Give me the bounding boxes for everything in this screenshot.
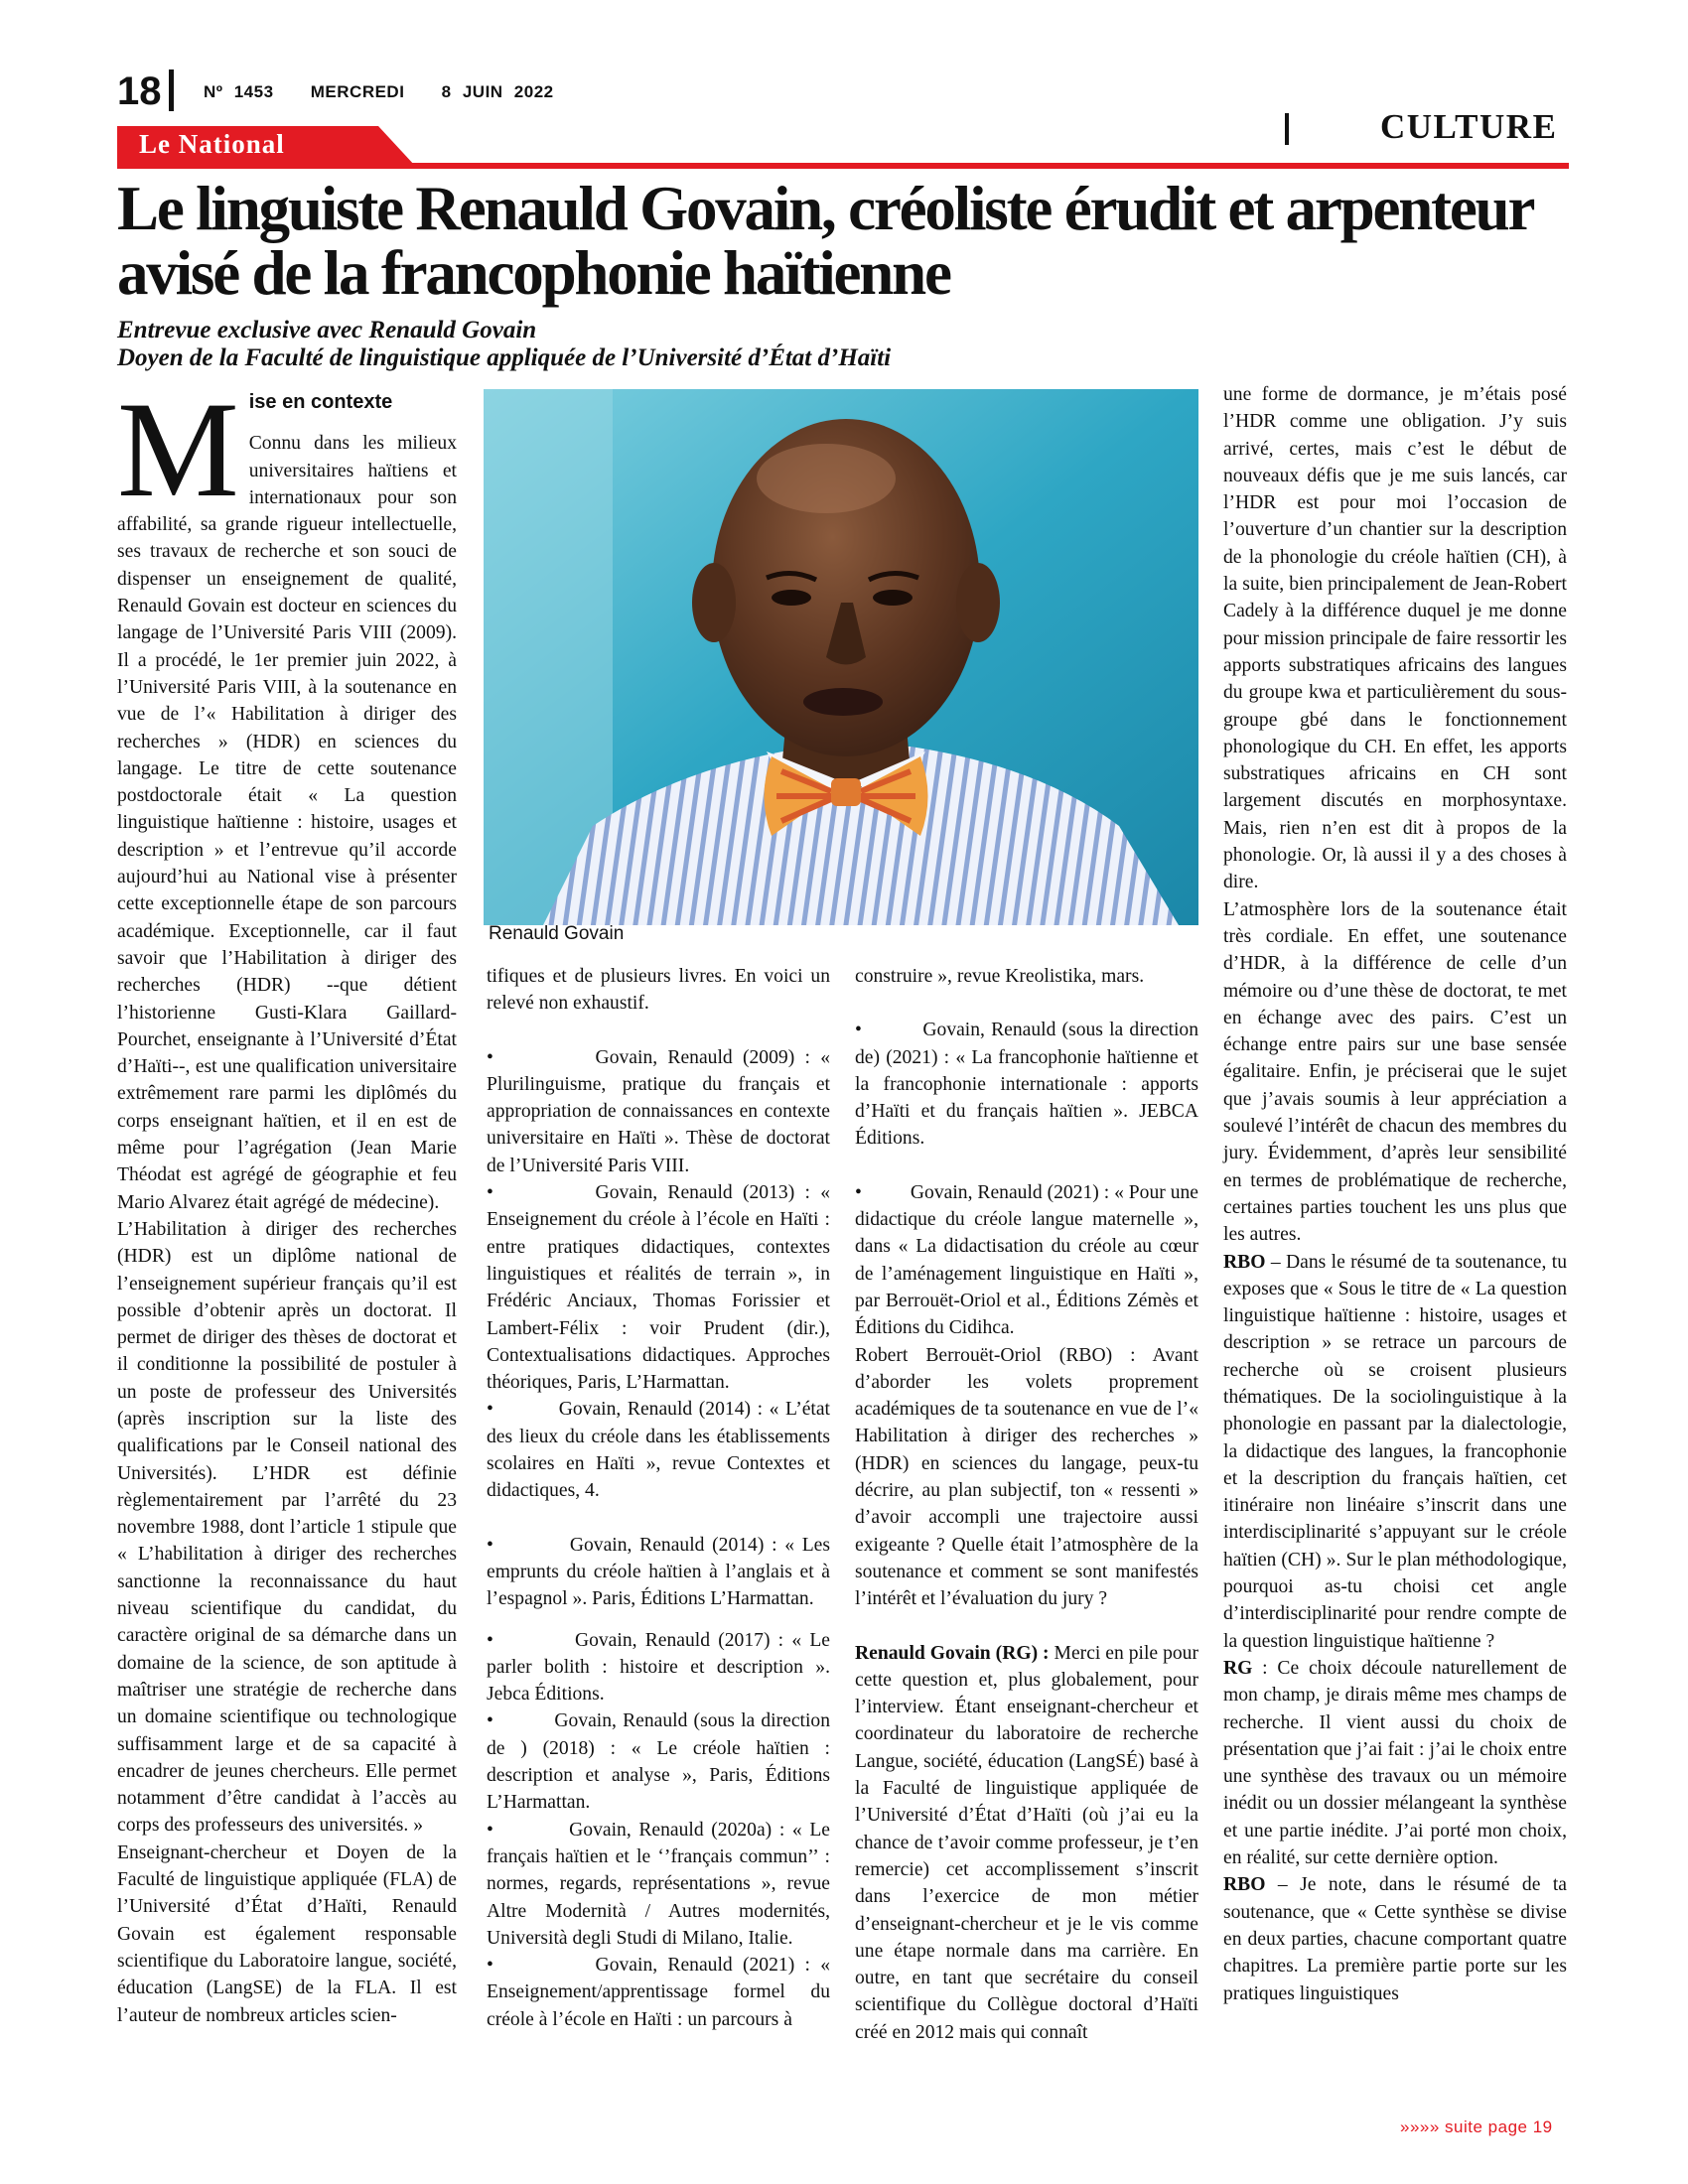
bibliography-item: • Govain, Renauld (2017) : « Le parler bolith : histoire et description ». Jebca Éditions. xyxy=(487,1629,830,1706)
bibliography-item: • Govain, Renauld (2021) : « Pour une didactique du créole langue maternelle », dans « La didactisation du créole au cœur de l’aménagement linguistique en Haïti », par Berrouët-Oriol et al., Éditions Zémès et Éditions du Cidihca. xyxy=(855,1181,1198,1339)
bibliography-item: • Govain, Renauld (2021) : « Enseignement/apprentissage formel du créole à l’école en Haïti : un parcours à xyxy=(487,1955,830,2030)
speaker-label: RBO xyxy=(1223,1251,1266,1273)
header-rule xyxy=(117,163,1569,169)
continued-link[interactable]: »»»» suite page 19 xyxy=(1400,2117,1553,2136)
interview-question xyxy=(1223,1249,1567,1655)
paragraph: Enseignant-chercheur et Doyen de la Faculté de linguistique appliquée (FLA) de l’Université d’État d’Haïti, Renauld Govain est également responsable scientifique du Laboratoire langue, société, éducation (LangSE) de la FLA. Il est l’auteur de nombreux articles scien- xyxy=(117,1842,457,2026)
section-heading: ise en contexte xyxy=(248,391,393,413)
portrait-illustration xyxy=(484,389,1198,925)
paragraph: construire », revue Kreolistika, mars. xyxy=(855,966,1145,987)
interview-question xyxy=(1223,1871,1567,2006)
column-3 xyxy=(855,963,1198,2046)
question-text: – Dans le résumé de ta soutenance, tu exposes que « Sous le titre de « La question linguistique haïtienne : histoire, usages et description » se retrace un parcours de recherche où se croisent plusieurs thématiques. De la sociolinguistique à la phonologie en passant par la dialectologie, la didactique des langues, la francophonie et la description du français haïtien, cet itinéraire non linéaire s’inscrit dans une interdisciplinarité s’appuyant sur le créole haïtien (CH) ». Sur le plan méthodologique, pourquoi as-tu choisi cet angle d’interdisciplinarité pour rendre compte de la question linguistique haïtienne ? xyxy=(1223,1251,1567,1652)
speaker-label: RG xyxy=(1223,1657,1253,1679)
deck-line-2: Doyen de la Faculté de linguistique appliquée de l’Université d’État d’Haïti xyxy=(117,344,892,371)
page-number: 18 xyxy=(117,69,162,113)
paragraph: une forme de dormance, je m’étais posé l’HDR comme une obligation. J’y suis arrivé, certes, mais c’est le début de nouveaux défis que je me suis lancés, car l’HDR est pour moi l’occasion de l’ouverture d’un chantier sur la description de la phonologie du créole haïtien (CH), à la suite, bien principalement de Jean-Robert Cadely à la différence duquel je me donne pour mission principale de faire ressortir les apports substratiques africains des langues du groupe kwa et particulièrement du sous-groupe gbé dans le fonctionnement phonologique du CH. En effet, les apports substratiques africains en CH sont largement discutés en morphosyntaxe. Mais, rien n’en est dit à propos de la phonologie. Or, là aussi il y a des choses à dire. xyxy=(1223,384,1567,893)
paragraph: Connu dans les milieux universitaires haïtiens et internationaux pour son affabilité, sa grande rigueur intellectuelle, ses travaux de recherche et son souci de dispenser un enseignement de qualité, Renauld Govain est docteur en sciences du langage de l’Université Paris VIII (2009). Il a procédé, le 1er premier juin 2022, à l’Université Paris VIII, à la soutenance en vue de l’« Habilitation à diriger des recherches » (HDR) en sciences du langage. Le titre de cette soutenance postdoctorale était « La question linguistique haïtienne : histoire, usages et description » et l’entrevue qu’il accorde aujourd’hui au National vise à présenter cette exceptionnelle étape de son parcours académique. Exceptionnelle, car il faut savoir que l’Habilitation à diriger des recherches (HDR) --que détient l’historienne Gusti-Klara Gaillard-Pourchet, enseignante à l’Université d’État d’Haïti--, est une qualification universitaire extrêmement rare parmi les diplômés du corps enseignant haïtien, et il en est de même pour l’agrégation (Jean Marie Théodat est agrégé de géographie et feu Mario Alvarez était agrégé de médecine). xyxy=(117,433,457,1213)
interview-answer xyxy=(1223,1655,1567,1871)
section-title: CULTURE xyxy=(1380,107,1558,146)
speaker-label: RBO xyxy=(1223,1874,1266,1896)
photo-caption: Renauld Govain xyxy=(489,923,625,944)
headline: Le linguiste Renauld Govain, créoliste érudit et arpenteur avisé de la francophonie haïtienne xyxy=(117,174,1533,308)
portrait-photo xyxy=(484,389,1198,925)
column-1 xyxy=(117,373,457,2029)
bibliography-item: • Govain, Renauld (2020a) : « Le français haïtien et le ‘’français commun’’ : normes, regards, représentations », revue Altre Modernità / Autres modernités, Università degli Studi di Milano, Italie. xyxy=(487,1819,830,1949)
brand-logo: Le National xyxy=(139,129,285,159)
speaker-label: Renauld Govain (RG) : xyxy=(855,1642,1050,1664)
paragraph: L’atmosphère lors de la soutenance était très cordiale. En effet, une soutenance d’HDR, à la différence de celle d’un mémoire ou d’une thèse de doctorat, te met en échange avec des pairs. C’est un échange entre pairs sur une base sensée égalitaire. Enfin, je préciserai que le sujet que j’avais soumis à leur appréciation a soulevé l’intérêt de chacun des membres du jury. Évidemment, d’après leur sensibilité en termes de problématique de recherche, certaines parties touchent les uns plus que les autres. xyxy=(1223,898,1567,1246)
column-2 xyxy=(487,963,830,2033)
deck-line-1: Entrevue exclusive avec Renauld Govain xyxy=(117,317,537,343)
bibliography-item: • Govain, Renauld (2013) : « Enseignement du créole à l’école en Haïti : entre pratiques didactiques, contextes linguistiques et réalités de terrain », in Frédéric Anciaux, Thomas Forissier et Lambert-Félix : voir Prudent (dir.), Contextualisations didactiques. Approches théoriques, Paris, L’Harmattan. xyxy=(487,1182,830,1394)
answer-text: : Ce choix découle naturellement de mon champ, je dirais même mes champs de recherche. Il vient aussi du choix de présentation que j’ai fait : j’ai le choix entre une synthèse des travaux ou un mémoire inédit ou un dossier mélangeant la synthèse et une partie inédite. J’ai porté mon choix, en réalité, sur cette dernière option. xyxy=(1223,1657,1567,1869)
bibliography-item: • Govain, Renauld (2014) : « Les emprunts du créole haïtien à l’anglais et à l’espagnol ». Paris, Éditions L’Harmattan. xyxy=(487,1534,830,1610)
column-4 xyxy=(1223,381,1567,2007)
interview-question: Robert Berrouët-Oriol (RBO) : Avant d’aborder les volets proprement académiques de ta soutenance en vue de l’« Habilitation à diriger des recherches » (HDR) en sciences du langage, peux-tu décrire, au plan subjectif, ton « ressenti » d’avoir accompli une trajectoire aussi exigeante ? Quelle était l’atmosphère de la soutenance et comment se sont manifestés l’intérêt et l’évaluation du jury ? xyxy=(855,1344,1198,1610)
header-divider xyxy=(169,69,174,111)
bibliography-item: • Govain, Renauld (sous la direction de) (2021) : « La francophonie haïtienne et la francophonie internationale : apports d’Haïti et du français haïtien ». JEBCA Éditions. xyxy=(855,1020,1198,1150)
issue-date: 8 JUIN 2022 xyxy=(441,82,554,101)
bibliography-item: • Govain, Renauld (sous la direction de ) (2018) : « Le créole haïtien : description et analyse », Paris, Éditions L’Harmattan. xyxy=(487,1710,830,1814)
paragraph: L’Habilitation à diriger des recherches (HDR) est un diplôme national de l’enseignement supérieur français qu’il est possible d’obtenir après un doctorat. Il permet de diriger des thèses de doctorat et il conditionne la possibilité de postuler à un poste de professeur des Universités (après inscription sur la liste des qualifications par le Conseil national des Universités). L’HDR est définie règlementairement par l’arrêté du 23 novembre 1988, dont l’article 1 stipule que « L’habilitation à diriger des recherches sanctionne la reconnaissance du haut niveau scientifique du candidat, du caractère original de sa démarche dans un domaine de la science, de son aptitude à maîtriser une stratégie de recherche dans un domaine scientifique ou technologique suffisamment large et de sa capacité à encadrer de jeunes chercheurs. Elle permet notamment d’être candidat à l’accès au corps des professeurs des universités. » xyxy=(117,1218,457,1837)
interview-answer xyxy=(855,1640,1198,2046)
section-divider xyxy=(1285,113,1289,145)
issue-number: Nº 1453 xyxy=(204,82,274,101)
issue-info xyxy=(204,82,554,102)
answer-text: Merci en pile pour cette question et, plus globalement, pour l’interview. Étant enseignant-chercheur et coordinateur du laboratoire de recherche Langue, société, éducation (LangSÉ) basé à la Faculté de linguistique appliquée de l’Université d’État d’Haïti (où j’ai eu la chance de t’avoir comme professeur, je t’en remercie) cet accomplissement s’inscrit dans l’exercice de mon métier d’enseignant-chercheur et je le vis comme une étape normale dans ma carrière. En outre, en tant que secrétaire du conseil scientifique du Collègue doctoral d’Haïti créé en 2012 mais qui connaît xyxy=(855,1642,1198,2043)
bibliography-item: • Govain, Renauld (2009) : « Plurilinguisme, pratique du français et appropriation de connaissances en contexte universitaire en Haïti ». Thèse de doctorat de l’Université Paris VIII. xyxy=(487,1046,830,1176)
issue-day: MERCREDI xyxy=(310,82,405,101)
question-text: – Je note, dans le résumé de ta soutenance, que « Cette synthèse se divise en deux parties, chacune comportant quatre chapitres. La première partie porte sur les pratiques linguistiques xyxy=(1223,1874,1567,2004)
drop-cap: M xyxy=(117,373,239,525)
bibliography-item: • Govain, Renauld (2014) : « L’état des lieux du créole dans les établissements scolaires en Haïti », revue Contextes et didactiques, 4. xyxy=(487,1399,830,1502)
paragraph: tifiques et de plusieurs livres. En voici un relevé non exhaustif. xyxy=(487,966,830,1015)
